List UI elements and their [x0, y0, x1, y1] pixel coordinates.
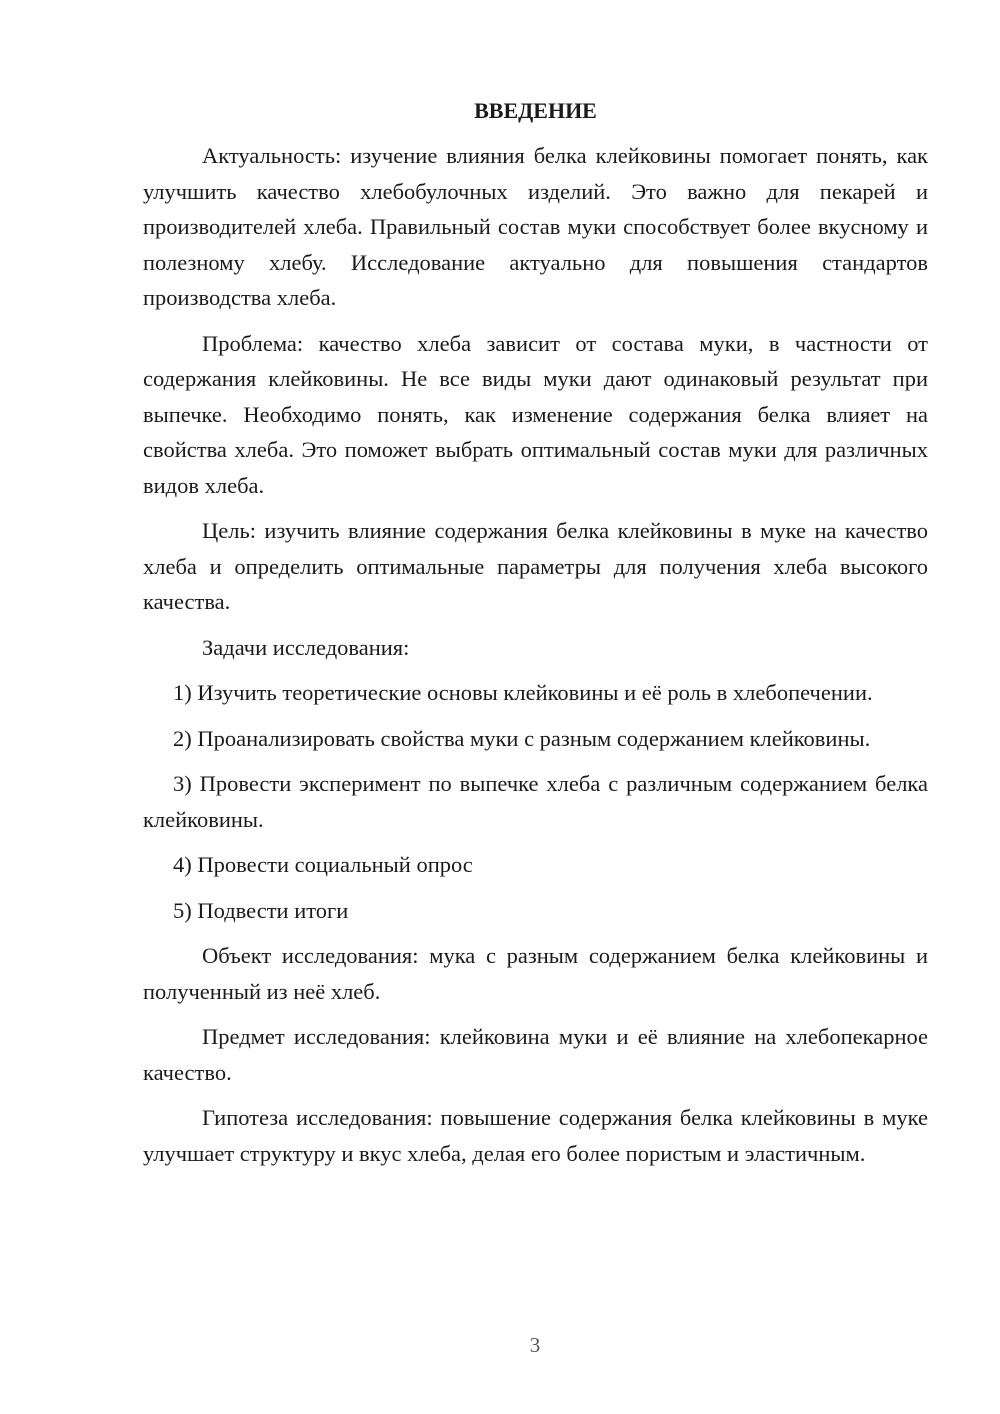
object-paragraph: Объект исследования: мука с разным содержанием белка клейковины и полученный из неё хлеб.: [143, 943, 928, 1004]
page-number: 3: [529, 1333, 541, 1357]
page-title: ВВЕДЕНИЕ: [474, 98, 597, 123]
tasks-heading: Задачи исследования:: [202, 634, 410, 660]
task-item: 4) Провести социальный опрос: [173, 852, 473, 877]
subject-paragraph: Предмет исследования: клейковина муки и её влияние на хлебопекарное качество.: [143, 1024, 928, 1085]
task-item: 5) Подвести итоги: [173, 897, 349, 923]
problem-paragraph: Проблема: качество хлеба зависит от состава муки, в частности от содержания клейковины. Не все виды муки дают одинаковый результат при выпечке. Необходимо понять, как изменение содержания белка влияет на свойства хлеба. Это поможет выбрать оптимальный состав муки для различных видов хлеба.: [143, 330, 928, 498]
document-page: [143, 96, 928, 1181]
task-item: 2) Проанализировать свойства муки с разным содержанием клейковины.: [173, 725, 871, 751]
relevance-paragraph: Актуальность: изучение влияния белка клейковины помогает понять, как улучшить качество хлебобулочных изделий. Это важно для пекарей и производителей хлеба. Правильный состав муки способствует более вкусному и полезному хлебу. Исследование актуально для повышения стандартов производства хлеба.: [143, 143, 928, 310]
task-item: 1) Изучить теоретические основы клейковины и её роль в хлебопечении.: [173, 680, 873, 705]
goal-paragraph: Цель: изучить влияние содержания белка клейковины в муке на качество хлеба и определить оптимальные параметры для получения хлеба высокого качества.: [143, 518, 928, 614]
hypothesis-paragraph: Гипотеза исследования: повышение содержания белка клейковины в муке улучшает структуру и вкус хлеба, делая его более пористым и эластичным.: [143, 1105, 928, 1166]
task-item: 3) Провести эксперимент по выпечке хлеба с различным содержанием белка клейковины.: [143, 771, 928, 832]
